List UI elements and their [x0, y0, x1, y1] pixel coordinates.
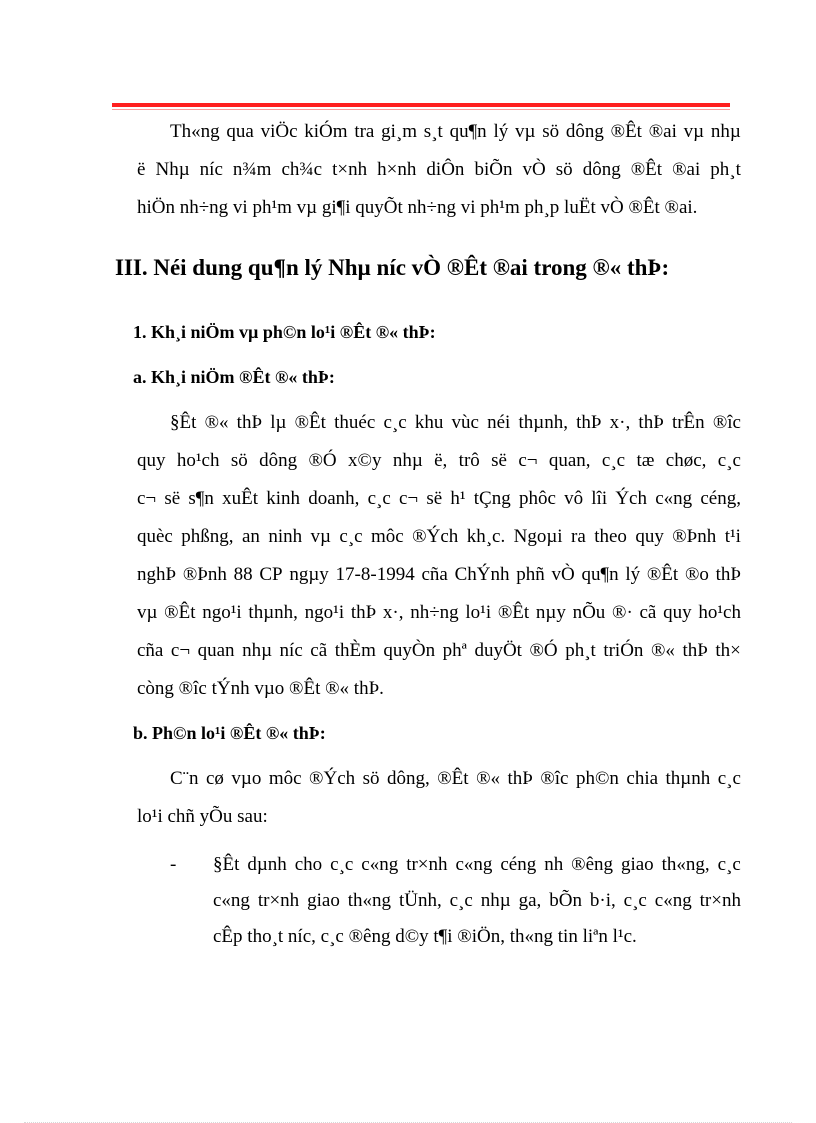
word: duyÖt — [474, 640, 522, 661]
word: tr×nh — [699, 890, 741, 911]
para-a-line-3 — [137, 488, 741, 510]
word: ga, — [518, 890, 542, 911]
word: së — [426, 488, 443, 509]
word: s¸t — [423, 121, 443, 142]
word: thÈm — [334, 640, 376, 661]
header-rule-red — [112, 103, 730, 107]
word: ®Êt — [437, 768, 469, 789]
word: nh — [544, 854, 564, 875]
word: kinh — [266, 488, 300, 509]
word: c¸c — [717, 450, 741, 471]
word: ®o — [684, 564, 709, 585]
word: Ých — [615, 488, 647, 509]
word: c«ng — [655, 488, 693, 509]
word: phñ — [516, 564, 545, 585]
word: thÞ — [576, 412, 602, 433]
word: C¨n — [170, 768, 199, 789]
word: §Êt — [213, 854, 240, 875]
para-a-line-4 — [137, 526, 741, 548]
word: c¬ — [398, 488, 419, 509]
word: c¸c — [601, 450, 626, 471]
word: x©y — [348, 450, 382, 471]
word: gi¸m — [381, 121, 418, 142]
word: ®Ých — [412, 526, 459, 547]
header-rule-thin — [112, 109, 730, 110]
word: an — [241, 526, 260, 547]
word: c¸c — [339, 526, 363, 547]
word: tr×nh — [406, 854, 448, 875]
word: h¹ — [450, 488, 466, 509]
word: nghÞ — [137, 564, 177, 585]
para-a-line-7 — [137, 640, 741, 662]
word: h×nh — [377, 159, 417, 180]
word: ®ai — [648, 121, 677, 142]
word: së — [164, 488, 181, 509]
word: môc — [268, 768, 302, 789]
word: dµnh — [247, 854, 287, 875]
word: ®« — [204, 412, 229, 433]
word: néi — [487, 412, 511, 433]
word: xuÊt — [222, 488, 258, 509]
word: së — [491, 450, 507, 471]
word: ®îc — [540, 768, 569, 789]
word: céng — [500, 854, 537, 875]
word: ®· — [612, 602, 633, 623]
para1-line-3: hiÖn nh÷ng vi ph¹m vµ gi¶i quyÕt nh÷ng vi ph¹m ph¸p luËt vÒ ®Êt ®ai. — [137, 197, 698, 218]
word: lý — [493, 121, 509, 142]
word: c¸c — [717, 854, 741, 875]
word: ho¹ch — [176, 450, 220, 471]
word: céng, — [700, 488, 741, 509]
word: ch¾c — [281, 159, 323, 180]
word: nhµ — [480, 890, 511, 911]
word: tÇng — [473, 488, 511, 509]
word: c«ng — [455, 854, 493, 875]
word: sö — [542, 121, 560, 142]
word: ®êng — [571, 854, 614, 875]
word: ra — [571, 526, 586, 547]
heading-a: a. Kh¸i niÖm ®Êt ®« thÞ: — [133, 367, 335, 387]
word: thuéc — [334, 412, 376, 433]
word: quyÒn — [383, 640, 436, 661]
word: lµ — [270, 412, 287, 433]
word: ®Êt — [497, 602, 530, 623]
word: qua — [226, 121, 254, 142]
word: dông, — [387, 768, 430, 789]
word: cña — [421, 564, 448, 585]
word: c«ng — [361, 854, 399, 875]
word: thµnh — [665, 768, 711, 789]
para-b-line-1 — [170, 768, 741, 790]
heading-1: 1. Kh¸i niÖm vµ ph©n lo¹i ®Êt ®« thÞ: — [133, 322, 436, 342]
para-b-line-2: lo¹i chñ yÕu sau: — [137, 806, 268, 827]
word: phßng, — [181, 526, 234, 547]
word: b·i, — [589, 890, 616, 911]
word: ®îc — [712, 412, 741, 433]
word: cho — [294, 854, 323, 875]
word: kh¸c. — [466, 526, 506, 547]
word: vµo — [231, 768, 262, 789]
word: dông — [582, 159, 621, 180]
word: c¸c — [449, 890, 473, 911]
word: ®Ých — [309, 768, 356, 789]
word: c¸c — [383, 412, 407, 433]
word: ®Ó — [308, 450, 337, 471]
bullet-line-2 — [213, 890, 741, 912]
word: th× — [715, 640, 741, 661]
bullet-line-1 — [213, 854, 741, 876]
para-a-line-2 — [137, 450, 741, 472]
word: thÞ — [715, 564, 741, 585]
word: sö — [230, 450, 248, 471]
word: nh÷ng — [410, 602, 459, 623]
word: quy — [137, 450, 166, 471]
word: vÒ — [551, 564, 575, 585]
word: tÜnh, — [398, 890, 442, 911]
word: kiÓm — [304, 121, 348, 142]
word: lîi — [591, 488, 608, 509]
word: ngo¹i — [202, 602, 242, 623]
word: nhµ — [242, 640, 273, 661]
word: sö — [555, 159, 573, 180]
word: vÒ — [522, 159, 546, 180]
word: phôc — [518, 488, 556, 509]
word: ë — [137, 159, 146, 180]
word: vµ — [137, 602, 158, 623]
word: thµnh, — [248, 602, 298, 623]
word: vµ — [683, 121, 705, 142]
word: ®Êt — [630, 159, 663, 180]
word: níc — [279, 640, 303, 661]
word: trô — [458, 450, 480, 471]
word: thÞ — [350, 602, 377, 623]
word: x·, — [382, 602, 404, 623]
word: thµnh, — [518, 412, 568, 433]
word: qu¶n — [449, 121, 487, 142]
word: ph¸t — [710, 159, 741, 180]
para-a-line-8: còng ®îc tÝnh vµo ®Êt ®« thÞ. — [137, 678, 384, 699]
word: th«ng, — [661, 854, 710, 875]
word: nµy — [535, 602, 566, 623]
word: qu¶n — [581, 564, 619, 585]
word: ho¹ch — [698, 602, 741, 623]
word: ®Êt — [294, 412, 326, 433]
word: ®« — [650, 640, 675, 661]
word: sö — [362, 768, 380, 789]
para-a-line-5 — [137, 564, 741, 586]
word: vµ — [310, 526, 331, 547]
word: cã — [310, 640, 328, 661]
word: trÊn — [671, 412, 705, 433]
word: tra — [354, 121, 375, 142]
word: chia — [626, 768, 659, 789]
word: Ngoµi — [513, 526, 563, 547]
word: ph¸t — [565, 640, 596, 661]
word: vùc — [451, 412, 479, 433]
para-a-line-1 — [170, 412, 741, 434]
word: ®« — [476, 768, 500, 789]
word: ®Ó — [529, 640, 558, 661]
word: ®Êt — [646, 564, 679, 585]
word: c«ng — [654, 890, 692, 911]
word: diÔn — [426, 159, 465, 180]
word: c¬ — [518, 450, 538, 471]
heading-b: b. Ph©n lo¹i ®Êt ®« thÞ: — [133, 723, 326, 743]
word: c¬ — [137, 488, 157, 509]
word: c¸c — [623, 890, 647, 911]
word: ®Þnh — [672, 526, 717, 547]
word: nhµ — [710, 121, 741, 142]
word: môc — [371, 526, 404, 547]
word: th«ng — [347, 890, 392, 911]
word: cña — [137, 640, 164, 661]
word: §Êt — [170, 412, 197, 433]
word: chøc, — [665, 450, 707, 471]
word: 88 — [233, 564, 253, 585]
word: viÖc — [260, 121, 298, 142]
word: quy — [663, 602, 692, 623]
word: vô — [564, 488, 584, 509]
word: thÞ — [236, 412, 263, 433]
word: ChÝnh — [454, 564, 510, 585]
heading-iii: III. Néi dung qu¶n lý Nhµ níc vÒ ®Êt ®ai trong ®« thÞ: — [115, 255, 670, 280]
word: c¸c — [367, 488, 391, 509]
word: doanh, — [308, 488, 360, 509]
word: khu — [414, 412, 444, 433]
word: s¶n — [188, 488, 214, 509]
word: ë, — [434, 450, 448, 471]
word: c¸c — [717, 768, 741, 789]
word: ph©n — [575, 768, 619, 789]
word: ®Êt — [610, 121, 642, 142]
word: ninh — [268, 526, 303, 547]
word: cã — [639, 602, 657, 623]
word: c¬ — [170, 640, 191, 661]
word: tr×nh — [257, 890, 300, 911]
word: quy — [635, 526, 664, 547]
bullet-dash: - — [170, 854, 177, 875]
word: lý — [625, 564, 641, 585]
word: quan, — [548, 450, 591, 471]
para1-line-1 — [170, 121, 741, 143]
word: ®Êt — [164, 602, 196, 623]
word: ®Þnh — [182, 564, 227, 585]
word: phª — [442, 640, 467, 661]
word: thÞ — [638, 412, 664, 433]
word: giao — [307, 890, 340, 911]
word: dông — [259, 450, 298, 471]
word: tæ — [636, 450, 655, 471]
bullet-line-3: cÊp tho¸t níc, c¸c ®êng d©y t¶i ®iÖn, th«ng tin liªn l¹c. — [213, 926, 637, 947]
word: thÞ — [507, 768, 533, 789]
word: t×nh — [332, 159, 368, 180]
word: ngo¹i — [304, 602, 345, 623]
word: giao — [620, 854, 654, 875]
word: biÕn — [474, 159, 513, 180]
word: nÕu — [572, 602, 606, 623]
para1-line-2 — [137, 159, 741, 181]
word: Nhµ — [155, 159, 190, 180]
para-a-line-6 — [137, 602, 741, 624]
word: bÕn — [549, 890, 582, 911]
word: ®ai — [672, 159, 701, 180]
word: c¸c — [330, 854, 354, 875]
word: níc — [199, 159, 223, 180]
word: vµ — [514, 121, 536, 142]
word: n¾m — [232, 159, 272, 180]
word: nhµ — [392, 450, 423, 471]
word: quan — [197, 640, 235, 661]
word: thÞ — [682, 640, 708, 661]
word: quèc — [137, 526, 173, 547]
word: c«ng — [213, 890, 250, 911]
word: dông — [565, 121, 604, 142]
word: ngµy — [289, 564, 329, 585]
word: Th«ng — [170, 121, 220, 142]
word: CP — [259, 564, 283, 585]
word: lo¹i — [465, 602, 492, 623]
word: theo — [594, 526, 627, 547]
word: x·, — [609, 412, 631, 433]
word: triÓn — [603, 640, 644, 661]
word: t¹i — [724, 526, 741, 547]
word: 17-8-1994 — [335, 564, 415, 585]
word: cø — [205, 768, 224, 789]
